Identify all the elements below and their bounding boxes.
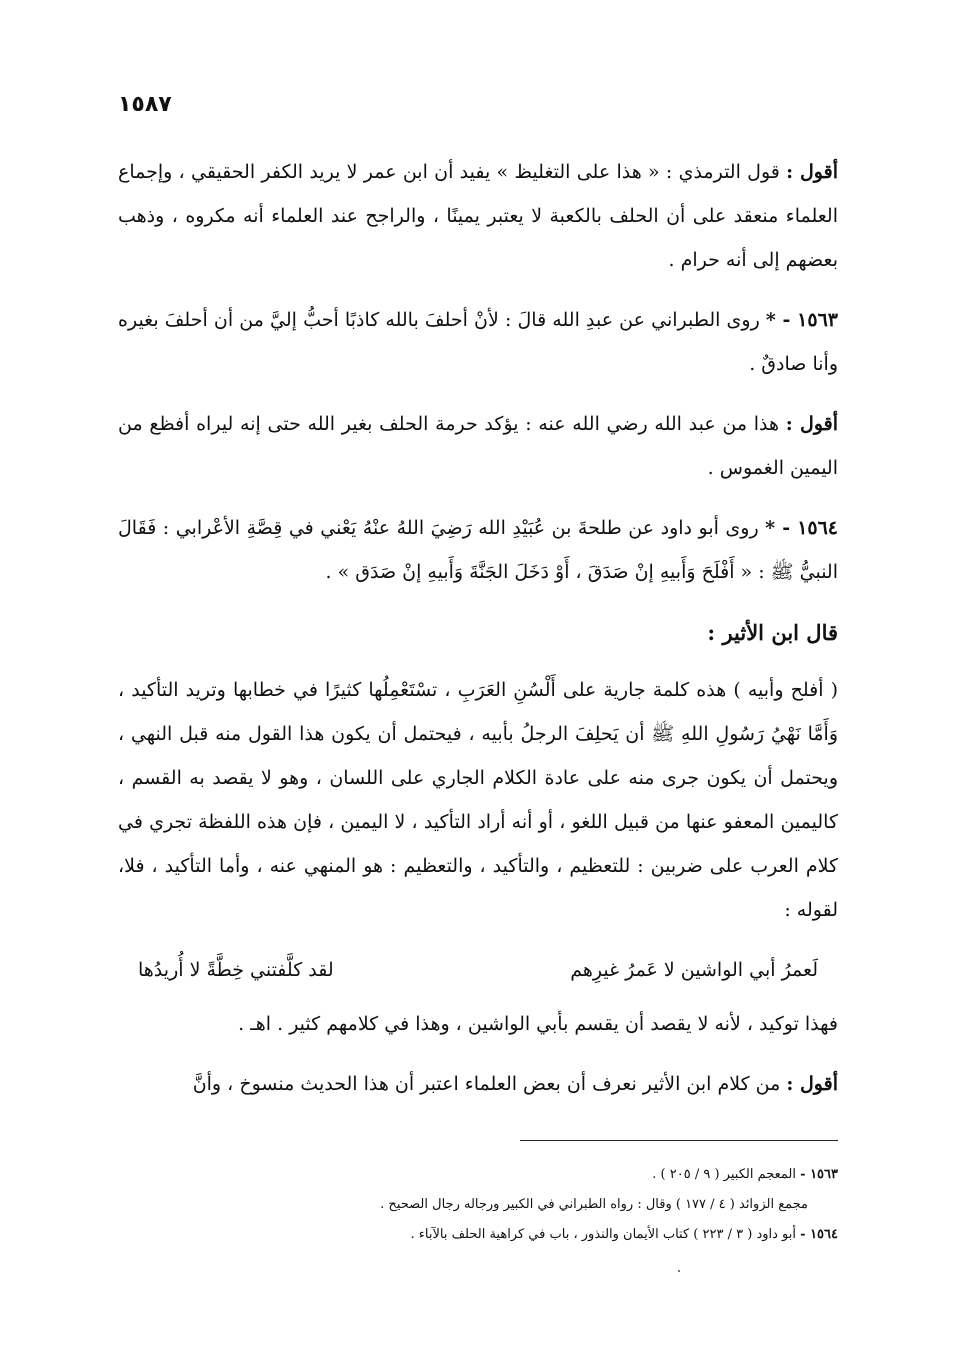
paragraph-comment-3 (118, 1062, 838, 1106)
footnote-item (118, 1190, 838, 1220)
paragraph-lead: أقول : (786, 161, 838, 183)
footnote-divider (520, 1140, 838, 1141)
main-text (118, 150, 838, 1122)
paragraph-lead: أقول : (785, 413, 838, 435)
hadith-number: ١٥٦٤ - * (765, 517, 839, 539)
scan-speck (678, 1270, 680, 1272)
footnote-item (118, 1220, 838, 1250)
paragraph-text: قول الترمذي : « هذا على التغليظ » يفيد أن ابن عمر لا يريد الكفر الحقيقي ، وإجماع العلماء منعقد على أن الحلف بالكعبة لا يعتبر يمينًا ، والراجح عند العلماء أنه مكروه ، وذهب بعضهم إلى أنه حرام . (118, 161, 838, 271)
verse-second-half: لقد كلَّفتني خِطَّةً لا أُريدُها (138, 959, 334, 981)
paragraph-text: ( أفلح وأبيه ) هذه كلمة جارية على أَلْسُنِ العَرَبِ ، تسْتَعْمِلُها كثيرًا في خطابها وتريد التأكيد ، وَأَمَّا نَهْيُ رَسُولِ اللهِ ﷺ أن يَحلِفَ الرجلُ بأبيه ، فيحتمل أن يكون هذا القول منه قبل النهي ، ويحتمل أن يكون جرى منه على عادة الكلام الجاري على اللسان ، وهو لا يقصد به القسم ، كاليمين المعفو عنها من قبيل اللغو ، أو أنه أراد التأكيد ، لا اليمين ، فإن هذه اللفظة تجري في كلام العرب على ضربين : للتعظيم ، والتأكيد ، والتعظيم : هو المنهي عنه ، وأما التأكيد ، فلا، لقوله : (118, 679, 838, 921)
hadith-number: ١٥٦٣ - * (765, 309, 838, 331)
verse-first-half: لَعمرُ أبي الواشين لا عَمرُ غيرِهم (570, 959, 818, 981)
hadith-1564 (118, 506, 838, 594)
footnote-item (118, 1160, 838, 1190)
paragraph-comment-1 (118, 150, 838, 282)
paragraph-comment-2 (118, 402, 838, 490)
hadith-1563 (118, 298, 838, 386)
paragraph-ibn-athir (118, 668, 838, 932)
footnote-text: أبو داود ( ٣ / ٢٢٣ ) كتاب الأيمان والنذور ، باب في كراهية الحلف بالآباء . (410, 1227, 796, 1242)
footnote-text: المعجم الكبير ( ٩ / ٢٠٥ ) . (652, 1167, 796, 1182)
paragraph-conclusion (118, 1002, 838, 1046)
footnote-text: مجمع الزوائد ( ٤ / ١٧٧ ) وقال : رواه الطبراني في الكبير ورجاله رجال الصحيح . (380, 1197, 808, 1212)
paragraph-text: هذا من عبد الله رضي الله عنه : يؤكد حرمة الحلف بغير الله حتى إنه ليراه أفظع من اليمين الغموس . (118, 413, 838, 479)
hadith-text: روى الطبراني عن عبدِ الله قالَ : لأنْ أحلفَ بالله كاذبًا أحبُّ إليَّ من أن أحلفَ بغيره وأنا صادقٌ . (118, 309, 838, 375)
paragraph-text: من كلام ابن الأثير نعرف أن بعض العلماء اعتبر أن هذا الحديث منسوخ ، وأنَّ (192, 1073, 781, 1095)
paragraph-text: فهذا توكيد ، لأنه لا يقصد أن يقسم بأبي الواشين ، وهذا في كلامهم كثير . اهـ . (238, 1013, 838, 1035)
poetry-verse (138, 948, 818, 992)
footnote-list (118, 1160, 838, 1250)
footnote-number: ١٥٦٣ - (800, 1167, 838, 1182)
footnote-number: ١٥٦٤ - (800, 1227, 838, 1242)
section-heading: قال ابن الأثير : (707, 620, 838, 645)
page-number: ١٥٨٧ (118, 92, 172, 117)
hadith-text: روى أبو داود عن طلحةَ بن عُبَيْدِ الله رَضِيَ اللهُ عنْهُ يَعْني في قِصَّةِ الأعْرابي : فَقَالَ النبيُّ ﷺ : « أَفْلَحَ وَأَبيهِ إنْ صَدَقَ ، أَوْ دَخَلَ الجَنَّةَ وَأَبيهِ إنْ صَدَق » . (118, 517, 838, 583)
paragraph-lead: أقول : (786, 1073, 838, 1095)
